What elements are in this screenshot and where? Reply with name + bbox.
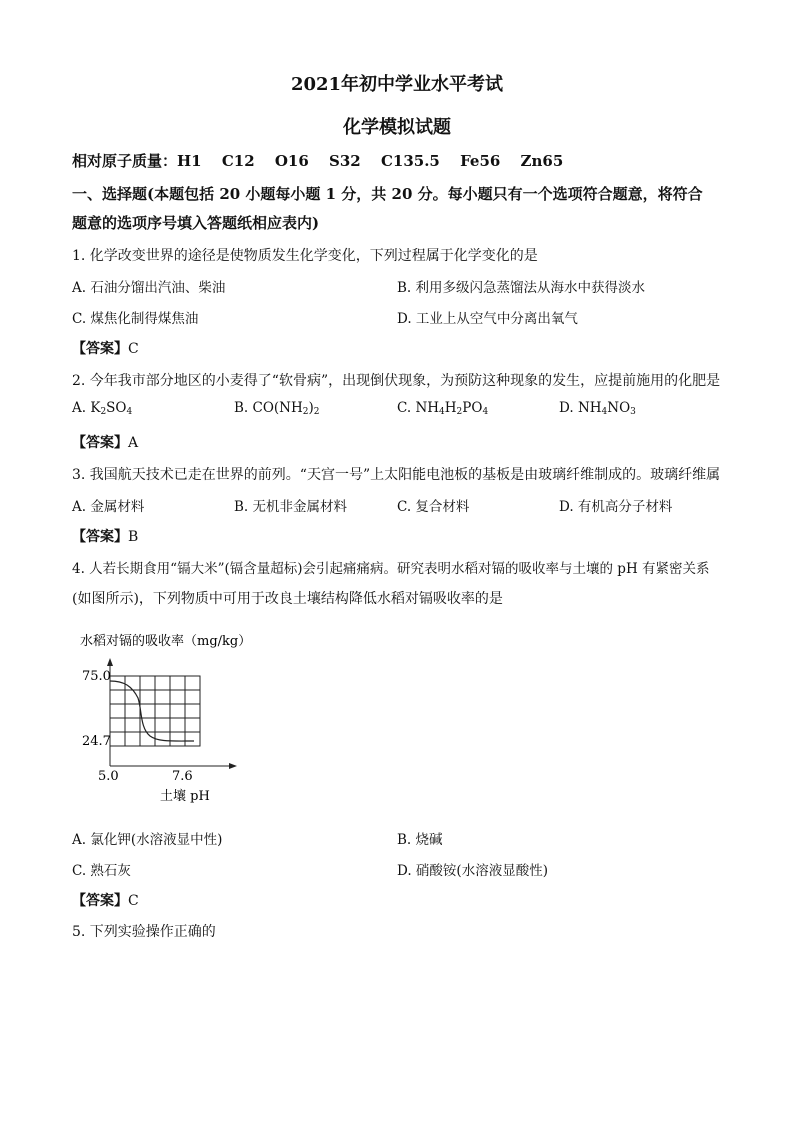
answer-tag: 【答案】 [72, 341, 128, 357]
q3-option-d: D. 有机高分子材料 [559, 499, 673, 515]
chart-ylabel: 水稻对镉的吸收率（mg/kg） [80, 634, 252, 649]
q1-answer [72, 338, 139, 358]
q4-answer: 【答案】C [72, 893, 139, 909]
q2-option-a: A. $K_2SO_4$ [72, 400, 133, 417]
cadmium-absorption-chart [72, 628, 252, 808]
q3-option-b: B. 无机非金属材料 [234, 499, 348, 515]
q4-option-d: D. 硝酸铵(水溶液显酸性) [397, 863, 548, 879]
q1-option-a: A. 石油分馏出汽油、柴油 [72, 280, 226, 296]
question-2-stem: 2. 今年我市部分地区的小麦得了“软骨病”，出现倒伏现象，为预防这种现象的发生，应提前施用的化肥是 [72, 373, 721, 389]
q1-option-d: D. 工业上从空气中分离出氧气 [397, 311, 578, 327]
question-5-stem: 5. 下列实验操作正确的 [72, 924, 216, 940]
answer-value: C [128, 341, 139, 357]
x-tick-right: 7.6 [172, 769, 193, 784]
q1-option-b: B. 利用多级闪急蒸馏法从海水中获得淡水 [397, 280, 646, 296]
q1-option-c: C. 煤焦化制得煤焦油 [72, 311, 199, 327]
question-1-stem: 1. 化学改变世界的途径是使物质发生化学变化，下列过程属于化学变化的是 [72, 248, 538, 264]
exam-title: 2021年初中学业水平考试 [290, 74, 504, 95]
atomic-mass-line: 相对原子质量：H1 C12 O16 S32 C135.5 Fe56 Zn65 [72, 152, 564, 170]
section-heading-line1: 一、选择题(本题包括 20 小题每小题 1 分，共 20 分。每小题只有一个选项符合题意，将符合 [72, 185, 703, 203]
chart-xlabel: 土壤 pH [160, 789, 210, 804]
chart-grid [110, 676, 200, 746]
q4-option-c: C. 熟石灰 [72, 863, 131, 879]
q4-option-b: B. 烧碱 [397, 832, 443, 848]
y-tick-bottom: 24.7 [82, 734, 111, 749]
exam-subtitle: 化学模拟试题 [343, 117, 451, 138]
section-heading-line2: 题意的选项序号填入答题纸相应表内) [72, 214, 320, 232]
question-4-stem: 4. 人若长期食用“镉大米”(镉含量超标)会引起痛痛病。研究表明水稻对镉的吸收率与土壤的 pH 有紧密关系 [72, 561, 710, 577]
x-tick-left: 5.0 [98, 769, 119, 784]
q4-option-a: A. 氯化钾(水溶液显中性) [72, 832, 223, 848]
q3-option-c: C. 复合材料 [397, 499, 470, 515]
q2-option-c: C. $NH_4H_2PO_4$ [397, 400, 489, 417]
q2-option-d: D. $NH_4NO_3$ [559, 400, 636, 417]
question-3-stem: 3. 我国航天技术已走在世界的前列。“天宫一号”上太阳能电池板的基板是由玻璃纤维制成的。玻璃纤维属 [72, 467, 721, 483]
q3-option-a: A. 金属材料 [72, 499, 145, 515]
y-axis-arrow [107, 658, 113, 666]
x-axis-arrow [229, 763, 237, 769]
q2-option-b: B. $CO(NH_2)_2$ [234, 400, 320, 417]
question-4-stem-cont: (如图所示)，下列物质中可用于改良土壤结构降低水稻对镉吸收率的是 [72, 591, 503, 607]
q3-answer: 【答案】B [72, 529, 139, 545]
y-tick-top: 75.0 [82, 669, 111, 684]
q2-answer: 【答案】A [72, 435, 139, 451]
